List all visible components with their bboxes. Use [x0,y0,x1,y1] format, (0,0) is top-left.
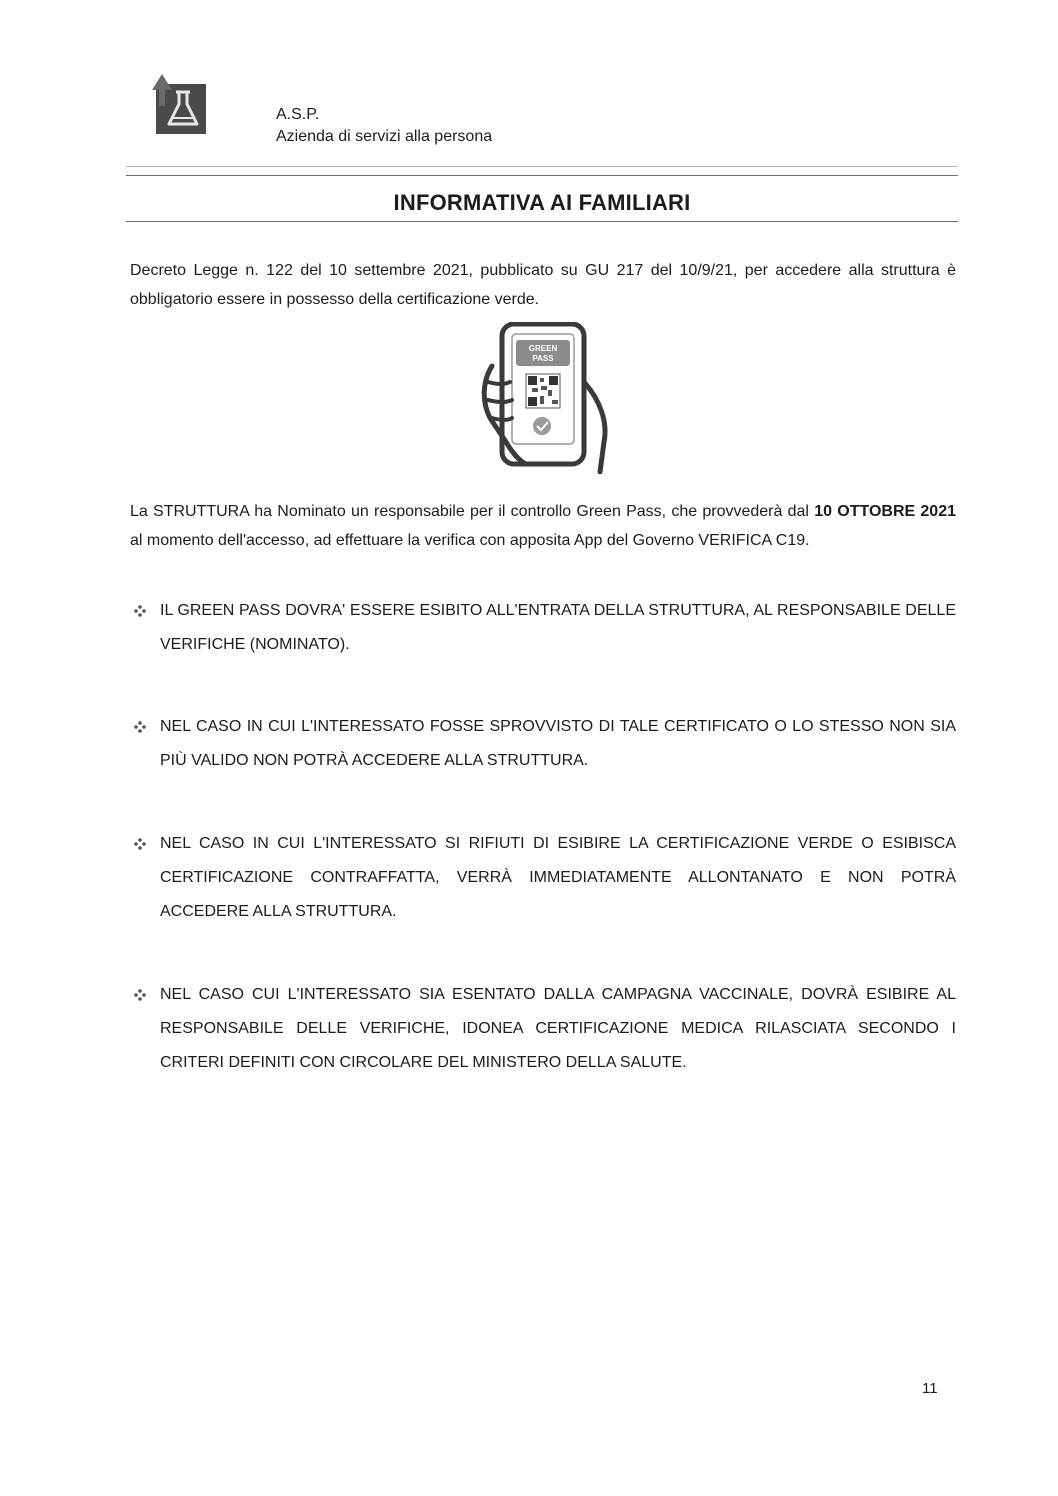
list-item-text: IL GREEN PASS DOVRA' ESSERE ESIBITO ALL'ENTRATA DELLA STRUTTURA, AL RESPONSABILE DELLE VERIFICHE (NOMINATO). [160,602,956,653]
list-item-text: NEL CASO CUI L'INTERESSATO SIA ESENTATO DALLA CAMPAGNA VACCINALE, DOVRÀ ESIBIRE AL RESPONSABILE DELLE VERIFICHE, IDONEA CERTIFICAZIONE MEDICA RILASCIATA SECONDO I CRITERI DEFINITI CON CIRCOLARE DEL MINISTERO DELLA SALUTE. [160,986,956,1071]
notice-start-date: 10 OTTOBRE 2021 [814,503,956,520]
green-pass-illustration [478,322,618,474]
list-item [130,594,956,662]
diamond-bullet-icon [130,978,150,1012]
notice-text-after: al momento dell'accesso, ad effettuare la verifica con apposita App del Governo VERIFICA C19. [130,532,810,549]
organization-name: Azienda di servizi alla persona [276,128,493,145]
check-circle-icon [533,417,551,435]
title-underline [126,221,958,222]
list-item [130,827,956,929]
diamond-bullet-icon [130,827,150,861]
header-divider [126,175,958,176]
organization-abbreviation: A.S.P. [276,106,320,123]
intro-paragraph: Decreto Legge n. 122 del 10 settembre 2021, pubblicato su GU 217 del 10/9/21, per accedere alla struttura è obbligatorio essere in possesso della certificazione verde. [130,262,956,308]
badge-line-green: GREEN [528,344,558,353]
badge-line-pass: PASS [532,354,554,363]
list-item [130,710,956,778]
qr-code-icon [526,374,560,408]
list-item [130,978,956,1080]
notice-paragraph [130,497,956,555]
document-title: INFORMATIVA AI FAMILIARI [393,190,691,215]
organization-logo [150,72,210,136]
diamond-bullet-icon [130,594,150,628]
organization-header [276,104,492,148]
header-divider-light [126,166,958,167]
diamond-bullet-icon [130,710,150,744]
page-number: 11 [922,1380,938,1397]
list-item-text: NEL CASO IN CUI L'INTERESSATO SI RIFIUTI DI ESIBIRE LA CERTIFICAZIONE VERDE O ESIBISCA CERTIFICAZIONE CONTRAFFATTA, VERRÀ IMMEDIATAMENTE ALLONTANATO E NON POTRÀ ACCEDERE ALLA STRUTTURA. [160,835,956,920]
notice-text-before: La STRUTTURA ha Nominato un responsabile per il controllo Green Pass, che provvederà dal [130,503,815,520]
phone-green-pass-icon [478,322,618,474]
list-item-text: NEL CASO IN CUI L'INTERESSATO FOSSE SPROVVISTO DI TALE CERTIFICATO O LO STESSO NON SIA PIÙ VALIDO NON POTRÀ ACCEDERE ALLA STRUTTURA. [160,718,956,769]
flask-logo-icon [150,72,210,136]
